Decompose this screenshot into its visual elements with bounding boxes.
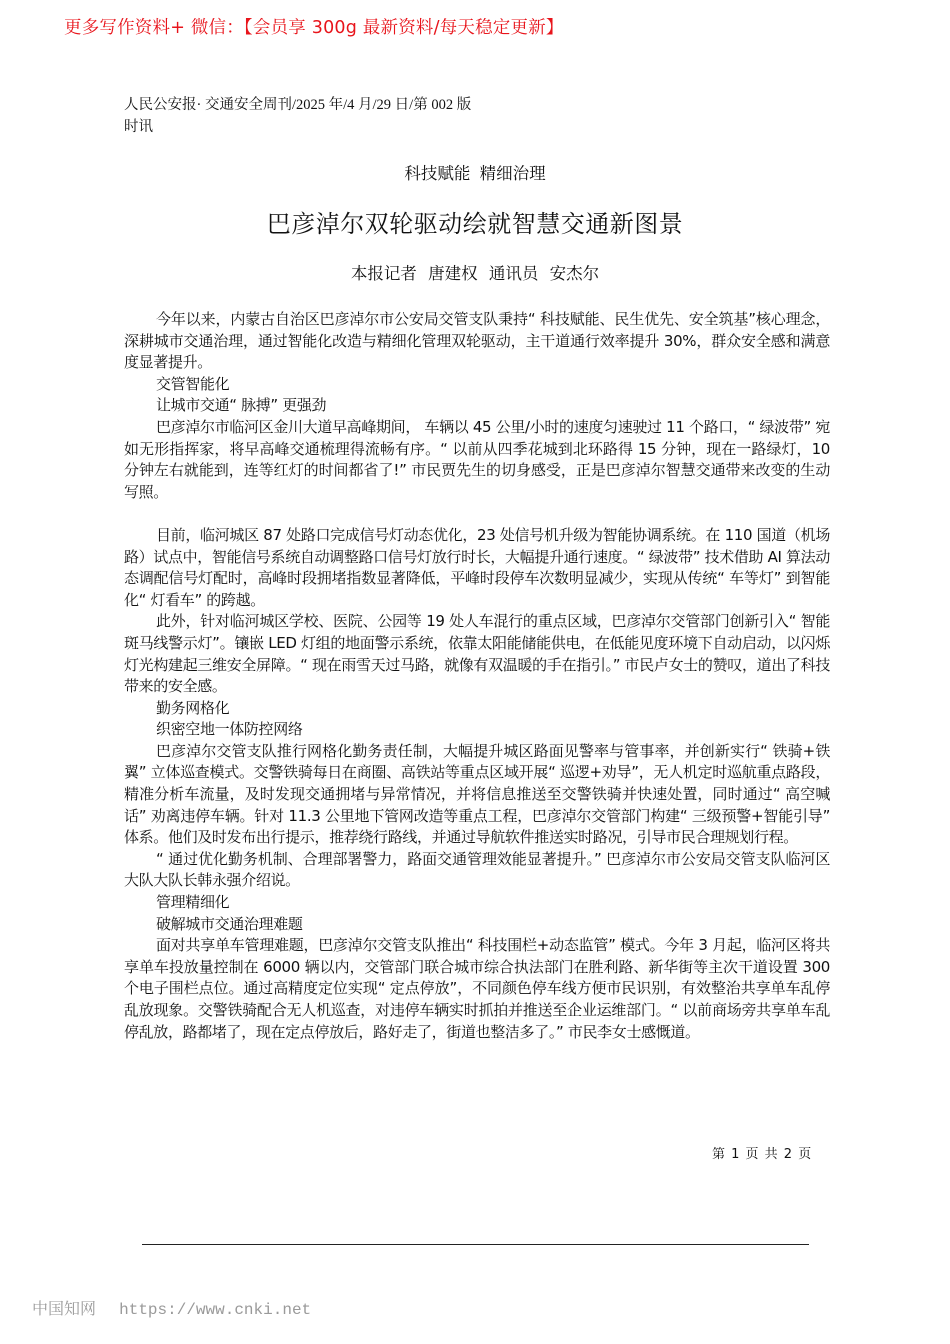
article-body <box>124 309 830 1043</box>
page-indicator: 第 1 页 共 2 页 <box>712 1147 812 1162</box>
column-label: 时讯 <box>124 119 153 135</box>
section-subheading-air-ground-network: 织密空地一体防控网络 <box>156 720 303 739</box>
publication-source: 人民公安报· 交通安全周刊/2025 年/4 月/29 日/第 002 版 <box>124 97 472 113</box>
section-heading-fine-management: 管理精细化 <box>156 893 230 912</box>
paragraph-smart-crosswalk: 此外，针对临河城区学校、医院、公园等 19 处人车混行的重点区域，巴彦淖尔交管部门创新引入“ 智能斑马线警示灯”。镶嵌 LED 灯组的地面警示系统，依靠太阳能储能供电，在低能见度环境下自动启动，以闪烁灯光构建起三维安全屏障。“ 现在雨雪天过马路，就像有双温暖的手在指引。” 市民卢女士的赞叹，道出了科技带来的安全感。 <box>124 612 830 696</box>
footer-divider <box>142 1244 809 1245</box>
section-subheading-governance-challenges: 破解城市交通治理难题 <box>156 914 303 933</box>
article-byline: 本报记者 唐建权 通讯员 安杰尔 <box>350 264 600 283</box>
paragraph-signal-optimization: 目前，临河城区 87 处路口完成信号灯动态优化，23 处信号机升级为智能协调系统。在 110 国道（机场路）试点中，智能信号系统自动调整路口信号灯放行时长，大幅提升通行速度。“ 绿波带” 技术借助 AI 算法动态调配信号灯配时，高峰时段拥堵指数显著降低，平峰时段停车次数明显减少，实现从传统“ 车等灯” 到智能化“ 灯看车” 的跨越。 <box>124 525 830 609</box>
paragraph-green-wave: 巴彦淖尔市临河区金川大道早高峰期间， 车辆以 45 公里/小时的速度匀速驶过 11 个路口，“ 绿波带” 宛如无形指挥家，将早高峰交通梳理得流畅有序。“ 以前从四季花城到北环路得 15 分钟，现在一路绿灯，10 分钟左右就能到，连等红灯的时间都省了!” 市民贾先生的切身感受，正是巴彦淖尔智慧交通带来改变的生动写照。 <box>124 417 830 501</box>
cnki-watermark <box>32 1296 311 1319</box>
section-heading-traffic-intelligence: 交管智能化 <box>156 374 230 393</box>
paragraph-patrol-mode: 巴彦淖尔交管支队推行网格化勤务责任制，大幅提升城区路面见警率与管事率，并创新实行“ 铁骑+铁翼” 立体巡查模式。交警铁骑每日在商圈、高铁站等重点区域开展“ 巡逻+劝导”，无人机定时巡航重点路段，精准分析车流量，及时发现交通拥堵与异常情况，并将信息推送至交警铁骑并快速处置，同时通过“ 高空喊话” 劝离违停车辆。针对 11.3 公里地下管网改造等重点工程，巴彦淖尔交管部门构建“ 三级预警+智能引导” 体系。他们及时发布出行提示，推荐绕行路线，并通过导航软件推送实时路况，引导市民合理规划行程。 <box>124 741 830 847</box>
article-kicker: 科技赋能 精细治理 <box>404 164 546 183</box>
section-subheading-traffic-pulse: 让城市交通“ 脉搏” 更强劲 <box>156 396 327 415</box>
section-heading-grid-patrol: 勤务网格化 <box>156 698 230 717</box>
watermark-name: 中国知网 <box>32 1299 97 1318</box>
watermark-url: https://www.cnki.net <box>119 1301 312 1319</box>
paragraph-shared-bikes: 面对共享单车管理难题，巴彦淖尔交管支队推出“ 科技围栏+动态监管” 模式。今年 3 月起，临河区将共享单车投放量控制在 6000 辆以内，交管部门联合城市综合执法部门在胜利路、新华街等主次干道设置 300 个电子围栏点位。通过高精度定位实现“ 定点停放”，不同颜色停车线方便市民识别，有效整治共享单车乱停乱放现象。交警铁骑配合无人机巡查，对违停车辆实时抓拍并推送至企业运维部门。“ 以前商场旁共享单车乱停乱放，路都堵了，现在定点停放后，路好走了，街道也整洁多了。” 市民李女士感慨道。 <box>124 936 830 1041</box>
paragraph-quote-official: “ 通过优化勤务机制、合理部署警力，路面交通管理效能显著提升。” 巴彦淖尔市公安局交管支队临河区大队大队长韩永强介绍说。 <box>124 849 830 890</box>
paragraph-intro: 今年以来，内蒙古自治区巴彦淖尔市公安局交管支队秉持“ 科技赋能、民生优先、安全筑基”核心理念，深耕城市交通治理，通过智能化改造与精细化管理双轮驱动，主干道通行效率提升 30%，群众安全感和满意度显著提升。 <box>124 310 830 372</box>
promo-banner: 更多写作资料+ 微信：【会员享 300g 最新资料/每天稳定更新】 <box>64 18 564 38</box>
article-headline: 巴彦淖尔双轮驱动绘就智慧交通新图景 <box>266 210 684 238</box>
